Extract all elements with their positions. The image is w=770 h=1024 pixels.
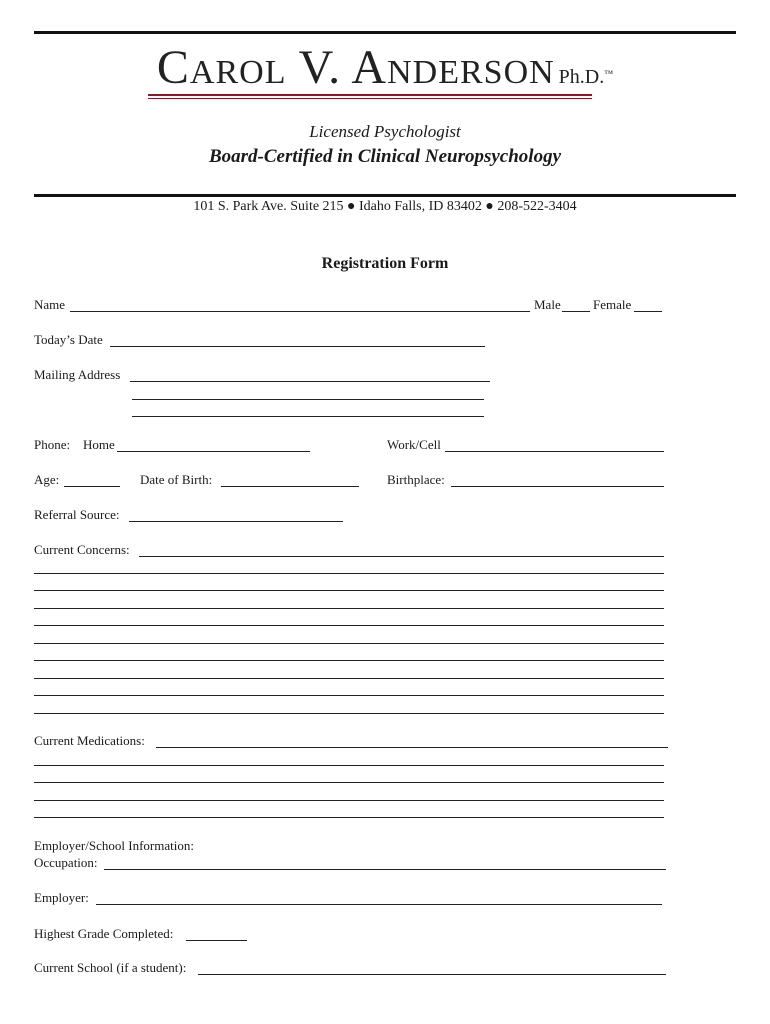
- concerns-field-3[interactable]: [34, 590, 664, 591]
- medications-field-3[interactable]: [34, 782, 664, 783]
- concerns-field-8[interactable]: [34, 678, 664, 679]
- form-title: Registration Form: [321, 255, 449, 272]
- concerns-field-9[interactable]: [34, 695, 664, 696]
- concerns-field-5[interactable]: [34, 625, 664, 626]
- workcell-label: Work/Cell: [387, 437, 441, 452]
- name-label: Name: [34, 297, 66, 312]
- employer-info-heading: Employer/School Information:: [34, 838, 194, 853]
- occupation-field[interactable]: [104, 869, 666, 870]
- mailing-field-2[interactable]: [132, 399, 484, 400]
- medications-field-5[interactable]: [34, 817, 664, 818]
- age-field[interactable]: [64, 486, 120, 487]
- occupation-label: Occupation:: [34, 855, 98, 870]
- date-field[interactable]: [110, 346, 485, 347]
- board-certified-title: Board-Certified in Clinical Neuropsychology: [208, 146, 562, 167]
- mailing-field-1[interactable]: [130, 381, 490, 382]
- concerns-label: Current Concerns:: [34, 542, 130, 557]
- birthplace-field[interactable]: [451, 486, 664, 487]
- concerns-field-6[interactable]: [34, 643, 664, 644]
- concerns-field-2[interactable]: [34, 573, 664, 574]
- logo-underline-thin: [148, 98, 592, 99]
- grade-field[interactable]: [186, 940, 247, 941]
- header-rule: [34, 194, 736, 197]
- dob-field[interactable]: [221, 486, 359, 487]
- home-label: Home: [83, 437, 115, 452]
- medications-field-1[interactable]: [156, 747, 668, 748]
- name-field[interactable]: [70, 311, 530, 312]
- age-label: Age:: [34, 472, 60, 487]
- grade-label: Highest Grade Completed:: [34, 926, 174, 941]
- home-phone-field[interactable]: [117, 451, 310, 452]
- medications-field-2[interactable]: [34, 765, 664, 766]
- referral-label: Referral Source:: [34, 507, 120, 522]
- top-rule: [34, 31, 736, 34]
- logo: [0, 41, 770, 94]
- logo-degree: Ph.D.: [558, 66, 605, 88]
- concerns-field-4[interactable]: [34, 608, 664, 609]
- referral-field[interactable]: [129, 521, 343, 522]
- mailing-label: Mailing Address: [34, 367, 121, 382]
- logo-name: Carol V. Anderson: [156, 41, 555, 94]
- concerns-field-7[interactable]: [34, 660, 664, 661]
- medications-label: Current Medications:: [34, 733, 145, 748]
- male-label: Male: [534, 297, 561, 312]
- logo-underline: [148, 94, 592, 96]
- mailing-field-3[interactable]: [132, 416, 484, 417]
- employer-label: Employer:: [34, 890, 89, 905]
- workcell-phone-field[interactable]: [445, 451, 664, 452]
- school-label: Current School (if a student):: [34, 960, 187, 975]
- practice-address: 101 S. Park Ave. Suite 215 ● Idaho Falls, ID 83402 ● 208-522-3404: [193, 199, 577, 214]
- logo-trademark: ™: [604, 68, 614, 79]
- school-field[interactable]: [198, 974, 666, 975]
- licensed-title: Licensed Psychologist: [309, 122, 461, 141]
- phone-label: Phone:: [34, 437, 71, 452]
- male-field[interactable]: [562, 311, 590, 312]
- concerns-field-10[interactable]: [34, 713, 664, 714]
- female-field[interactable]: [634, 311, 662, 312]
- dob-label: Date of Birth:: [140, 472, 213, 487]
- female-label: Female: [593, 297, 632, 312]
- employer-field[interactable]: [96, 904, 662, 905]
- medications-field-4[interactable]: [34, 800, 664, 801]
- date-label: Today’s Date: [34, 332, 103, 347]
- birthplace-label: Birthplace:: [387, 472, 445, 487]
- concerns-field-1[interactable]: [139, 556, 664, 557]
